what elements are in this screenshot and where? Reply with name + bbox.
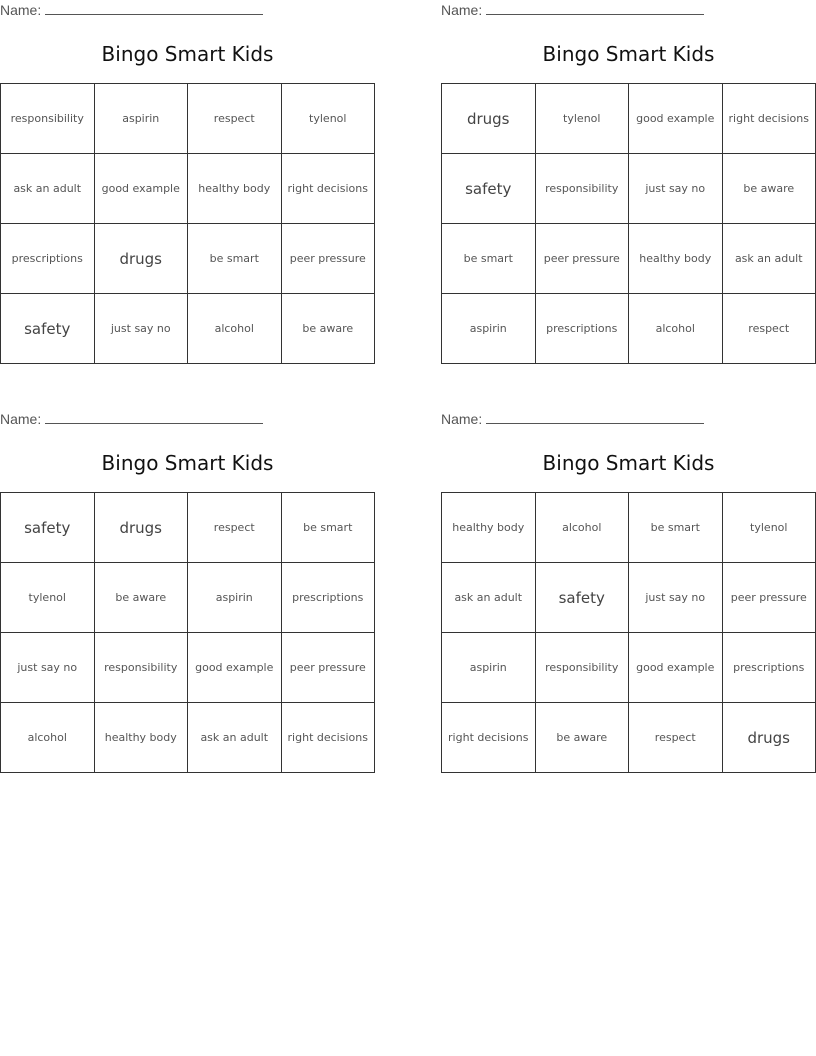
bingo-cell: respect xyxy=(722,294,816,364)
grid-row xyxy=(1,633,375,703)
grid-row xyxy=(1,294,375,364)
bingo-cell: tylenol xyxy=(281,84,375,154)
bingo-cell: ask an adult xyxy=(442,563,536,633)
bingo-cell: respect xyxy=(629,703,723,773)
grid-row xyxy=(442,224,816,294)
bingo-cell: alcohol xyxy=(1,703,95,773)
bingo-cell: be smart xyxy=(629,493,723,563)
bingo-cell: tylenol xyxy=(1,563,95,633)
grid-row xyxy=(442,84,816,154)
name-field xyxy=(0,2,263,18)
bingo-cell: responsibility xyxy=(535,633,629,703)
name-label: Name: xyxy=(441,411,483,427)
name-field xyxy=(0,411,263,427)
grid-row xyxy=(1,84,375,154)
bingo-cell: safety xyxy=(1,493,95,563)
bingo-cell: healthy body xyxy=(629,224,723,294)
bingo-cell: responsibility xyxy=(94,633,188,703)
grid-row xyxy=(442,154,816,224)
bingo-cell: good example xyxy=(629,633,723,703)
bingo-cell: responsibility xyxy=(1,84,95,154)
bingo-cell: tylenol xyxy=(722,493,816,563)
bingo-cell: peer pressure xyxy=(722,563,816,633)
bingo-cell: right decisions xyxy=(281,154,375,224)
bingo-cell: ask an adult xyxy=(188,703,282,773)
card-title: Bingo Smart Kids xyxy=(101,451,274,475)
grid-row xyxy=(1,703,375,773)
bingo-cell: peer pressure xyxy=(535,224,629,294)
bingo-grid xyxy=(441,492,816,773)
name-blank-line xyxy=(45,411,263,424)
bingo-cell: drugs xyxy=(94,493,188,563)
bingo-cell: respect xyxy=(188,84,282,154)
bingo-cell: be aware xyxy=(535,703,629,773)
bingo-cell: safety xyxy=(535,563,629,633)
grid-row xyxy=(442,633,816,703)
grid-row xyxy=(442,493,816,563)
card-title: Bingo Smart Kids xyxy=(542,42,715,66)
bingo-cell: be aware xyxy=(94,563,188,633)
bingo-cell: just say no xyxy=(94,294,188,364)
bingo-cell: ask an adult xyxy=(722,224,816,294)
card-title: Bingo Smart Kids xyxy=(542,451,715,475)
bingo-cell: healthy body xyxy=(442,493,536,563)
bingo-cell: drugs xyxy=(722,703,816,773)
name-field xyxy=(441,2,704,18)
grid-row xyxy=(442,563,816,633)
grid-row xyxy=(1,224,375,294)
bingo-cell: be smart xyxy=(188,224,282,294)
bingo-cell: safety xyxy=(442,154,536,224)
bingo-cell: be aware xyxy=(722,154,816,224)
grid-row xyxy=(1,563,375,633)
bingo-cell: tylenol xyxy=(535,84,629,154)
bingo-cell: just say no xyxy=(629,154,723,224)
grid-row xyxy=(442,703,816,773)
name-blank-line xyxy=(486,2,704,15)
bingo-cell: be smart xyxy=(442,224,536,294)
bingo-cell: right decisions xyxy=(722,84,816,154)
bingo-cell: responsibility xyxy=(535,154,629,224)
bingo-cell: aspirin xyxy=(188,563,282,633)
grid-row xyxy=(1,154,375,224)
name-label: Name: xyxy=(0,411,42,427)
bingo-cell: just say no xyxy=(629,563,723,633)
name-label: Name: xyxy=(441,2,483,18)
bingo-cell: alcohol xyxy=(629,294,723,364)
name-field xyxy=(441,411,704,427)
bingo-cell: drugs xyxy=(94,224,188,294)
bingo-cell: peer pressure xyxy=(281,633,375,703)
bingo-cell: prescriptions xyxy=(1,224,95,294)
bingo-cell: prescriptions xyxy=(722,633,816,703)
bingo-cell: aspirin xyxy=(442,633,536,703)
bingo-cell: safety xyxy=(1,294,95,364)
card-title: Bingo Smart Kids xyxy=(101,42,274,66)
name-label: Name: xyxy=(0,2,42,18)
bingo-cell: prescriptions xyxy=(535,294,629,364)
bingo-cell: good example xyxy=(94,154,188,224)
bingo-cell: aspirin xyxy=(442,294,536,364)
bingo-cell: respect xyxy=(188,493,282,563)
bingo-cell: healthy body xyxy=(94,703,188,773)
bingo-cell: good example xyxy=(188,633,282,703)
bingo-cell: prescriptions xyxy=(281,563,375,633)
bingo-cell: aspirin xyxy=(94,84,188,154)
bingo-cell: be aware xyxy=(281,294,375,364)
bingo-grid xyxy=(441,83,816,364)
bingo-grid xyxy=(0,83,375,364)
bingo-cell: just say no xyxy=(1,633,95,703)
bingo-cell: alcohol xyxy=(535,493,629,563)
bingo-cell: be smart xyxy=(281,493,375,563)
bingo-cell: right decisions xyxy=(442,703,536,773)
bingo-cell: peer pressure xyxy=(281,224,375,294)
bingo-grid xyxy=(0,492,375,773)
grid-row xyxy=(442,294,816,364)
name-blank-line xyxy=(45,2,263,15)
bingo-cell: ask an adult xyxy=(1,154,95,224)
bingo-cell: right decisions xyxy=(281,703,375,773)
bingo-cell: drugs xyxy=(442,84,536,154)
name-blank-line xyxy=(486,411,704,424)
bingo-cell: good example xyxy=(629,84,723,154)
grid-row xyxy=(1,493,375,563)
bingo-cell: healthy body xyxy=(188,154,282,224)
bingo-cell: alcohol xyxy=(188,294,282,364)
